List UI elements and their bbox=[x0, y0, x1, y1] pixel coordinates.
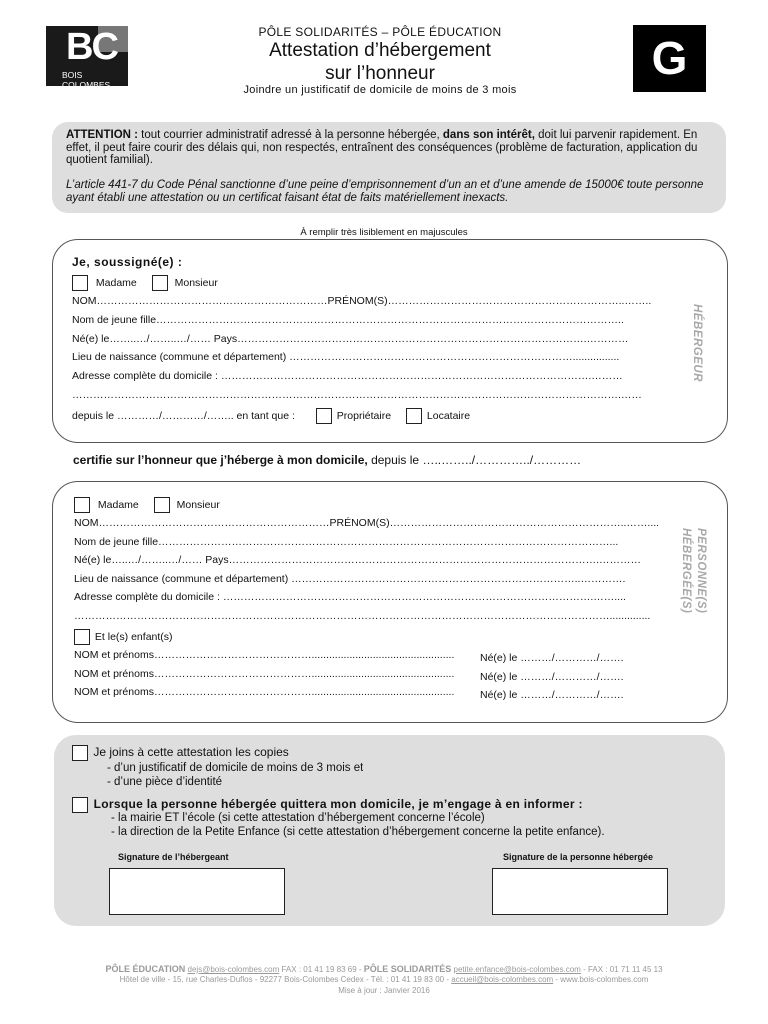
certify-since-field[interactable]: depuis le …..……../…………../………… bbox=[367, 453, 582, 467]
page-title-line2: sur l’honneur bbox=[325, 63, 435, 84]
warning-text-b: doit lui parvenir rapidement. En effet, il peut faire courir des délais qui, non respectés, entraînent des conséquences (problème de facturation, application du quotient familial). bbox=[66, 129, 698, 166]
child-name-field[interactable]: NOM et prénoms………………………………………................................................. bbox=[74, 649, 455, 661]
signature-heberge-label: Signature de la personne hébergée bbox=[503, 852, 654, 862]
heberges-madame-label: Madame bbox=[97, 498, 139, 511]
hebergeur-name-field[interactable]: NOM…………………………………………………………PRÉNOM(S)…………………………………………………………..…….. bbox=[72, 295, 652, 307]
penal-code-notice: L’article 441-7 du Code Pénal sanctionne d’une peine d’emprisonnement d’un an et d’une amende de 15000€ toute personne ayant établi une attestation ou un certificat faisant état de faits matériellement inexacts. bbox=[66, 179, 704, 204]
child-birth-field[interactable]: Né(e) le ………/…………/……. bbox=[480, 671, 624, 683]
heberges-monsieur-label: Monsieur bbox=[176, 498, 220, 511]
fill-instruction: À remplir très lisiblement en majuscules bbox=[300, 227, 468, 238]
heberges-monsieur-checkbox[interactable] bbox=[154, 497, 170, 513]
joins-checkbox[interactable] bbox=[72, 745, 88, 761]
child-birth-field[interactable]: Né(e) le ………/…………/……. bbox=[480, 652, 624, 664]
warning-text-bold: dans son intérêt, bbox=[442, 129, 535, 141]
child-birth-field[interactable]: Né(e) le ………/…………/……. bbox=[480, 689, 624, 701]
heberges-birthplace-field[interactable]: Lieu de naissance (commune et département) ………………………………………………………………………..…………. bbox=[74, 573, 626, 585]
proprietaire-checkbox[interactable] bbox=[316, 408, 332, 424]
warning-box bbox=[52, 122, 726, 213]
children-row bbox=[74, 629, 173, 645]
warning-text bbox=[66, 129, 714, 167]
madame-checkbox[interactable] bbox=[72, 275, 88, 291]
footer-contacts bbox=[0, 965, 768, 975]
locataire-checkbox[interactable] bbox=[406, 408, 422, 424]
footer-accueil-email[interactable]: accueil@bois-colombes.com bbox=[451, 975, 554, 984]
heberges-maiden-name-field[interactable]: Nom de jeune fille…………………………………………………………………………………………………………………... bbox=[74, 536, 619, 548]
certify-bold: certifie sur l’honneur que j’héberge à mon domicile, bbox=[73, 453, 368, 467]
heberges-civility bbox=[74, 497, 220, 513]
children-label: Et le(s) enfant(s) bbox=[94, 630, 173, 643]
hebergeur-address-line2[interactable]: ………………………………………………………………………………………………………………………………………….…… bbox=[72, 389, 642, 401]
footer-website: - www.bois-colombes.com bbox=[555, 975, 649, 984]
child-name-field[interactable]: NOM et prénoms………………………………………................................................. bbox=[74, 668, 455, 680]
signature-hebergeant-label: Signature de l’hébergeant bbox=[118, 852, 229, 862]
footer-education-label: PÔLE ÉDUCATION bbox=[105, 964, 186, 974]
footer-education-email[interactable]: dejs@bois-colombes.com bbox=[187, 965, 280, 974]
monsieur-label: Monsieur bbox=[174, 276, 218, 289]
child-row bbox=[74, 649, 674, 664]
child-name-field[interactable]: NOM et prénoms………………………………………................................................. bbox=[74, 686, 455, 698]
footer-update-date: Mise à jour : Janvier 2016 bbox=[338, 986, 430, 995]
form-letter-badge: G bbox=[633, 25, 706, 92]
hebergeur-civility bbox=[72, 275, 218, 291]
hebergeur-since-field[interactable]: depuis le …………/…………/…….. en tant que : bbox=[72, 409, 295, 422]
attention-label: ATTENTION : bbox=[66, 129, 138, 141]
engage-checkbox[interactable] bbox=[72, 797, 88, 813]
monsieur-checkbox[interactable] bbox=[152, 275, 168, 291]
child-row bbox=[74, 686, 674, 701]
heberges-name-field[interactable]: NOM…………………………………………………………PRÉNOM(S)…………………………………………………………..…….... bbox=[74, 517, 660, 529]
page-title: Attestation d’hébergement bbox=[269, 40, 491, 61]
footer-solidarity-email[interactable]: petite.enfance@bois-colombes.com bbox=[453, 965, 581, 974]
warning-text-a: tout courrier administratif adressé à la personne hébergée, bbox=[137, 129, 443, 141]
signature-heberge-box[interactable] bbox=[492, 868, 668, 915]
attachment-item: - d’une pièce d’identité bbox=[107, 776, 223, 788]
hebergeur-side-label: HÉBERGEUR bbox=[691, 304, 703, 382]
heberges-birth-field[interactable]: Né(e) le…..…/……..…/…… Pays…………………………………………………………………………………………….………… bbox=[74, 554, 642, 566]
engage-row bbox=[72, 797, 583, 813]
bois-colombes-logo bbox=[46, 26, 128, 90]
proprietaire-label: Propriétaire bbox=[336, 409, 392, 422]
footer-address bbox=[0, 975, 768, 985]
children-checkbox[interactable] bbox=[74, 629, 90, 645]
locataire-label: Locataire bbox=[426, 409, 471, 422]
logo-caption: BOIS COLOMBES bbox=[62, 70, 111, 90]
hebergeur-address-field[interactable]: Adresse complète du domicile : …………………………………………………………………………………………….……… bbox=[72, 370, 623, 382]
engage-item: - la direction de la Petite Enfance (si cette attestation d’hébergement concerne la petite enfance). bbox=[111, 826, 605, 838]
hebergeur-since-row bbox=[72, 408, 470, 424]
logo-initials: BC bbox=[66, 26, 117, 68]
hebergeur-section bbox=[52, 239, 728, 443]
hebergeur-birth-field[interactable]: Né(e) le……..…/……..…/…… Pays……………………………………………………………………………………….………… bbox=[72, 333, 629, 345]
heberges-address-line2[interactable]: ……………………………………………………………………………………………………………………………………….............. bbox=[74, 610, 651, 622]
engage-item: - la mairie ET l’école (si cette attestation d’hébergement concerne l’école) bbox=[111, 812, 485, 824]
child-row bbox=[74, 668, 674, 683]
heberges-side-label-2: HÉBERGÉE(S) bbox=[680, 528, 692, 614]
madame-label: Madame bbox=[95, 276, 137, 289]
heberges-madame-checkbox[interactable] bbox=[74, 497, 90, 513]
hebergeur-birthplace-field[interactable]: Lieu de naissance (commune et département) ………………………………………………………………………................ bbox=[72, 351, 620, 363]
certify-statement bbox=[73, 453, 581, 467]
heberges-side-label: PERSONNE(S) bbox=[695, 528, 707, 614]
department-label: PÔLE SOLIDARITÉS – PÔLE ÉDUCATION bbox=[258, 25, 502, 39]
attachments-section bbox=[54, 735, 725, 926]
page-subtitle: Joindre un justificatif de domicile de moins de 3 mois bbox=[243, 84, 517, 96]
footer-solidarity-label: PÔLE SOLIDARITÉS bbox=[363, 964, 452, 974]
footer-address-text: Hôtel de ville - 15, rue Charles-Duflos - 92277 Bois-Colombes Cedex - Tél. : 01 41 19 83 00 - bbox=[119, 975, 450, 984]
footer-education-fax: FAX : 01 41 19 83 69 - bbox=[281, 965, 362, 974]
footer-solidarity-fax: - FAX : 01 71 11 45 13 bbox=[583, 965, 663, 974]
joins-row bbox=[72, 745, 289, 761]
attachment-item: - d’un justificatif de domicile de moins de 3 mois et bbox=[107, 762, 364, 774]
hebergeur-maiden-name-field[interactable]: Nom de jeune fille…………………………………………………………………………………………………………………….. bbox=[72, 314, 624, 326]
heberges-section bbox=[52, 481, 728, 723]
hebergeur-heading: Je, soussigné(e) : bbox=[72, 255, 183, 269]
engage-label: Lorsque la personne hébergée quittera mon domicile, je m’engage à en informer : bbox=[93, 797, 583, 812]
signature-hebergeant-box[interactable] bbox=[109, 868, 285, 915]
heberges-address-field[interactable]: Adresse complète du domicile : …………………………………………………………………………………………….…….... bbox=[74, 591, 626, 603]
joins-label: Je joins à cette attestation les copies bbox=[93, 745, 289, 760]
